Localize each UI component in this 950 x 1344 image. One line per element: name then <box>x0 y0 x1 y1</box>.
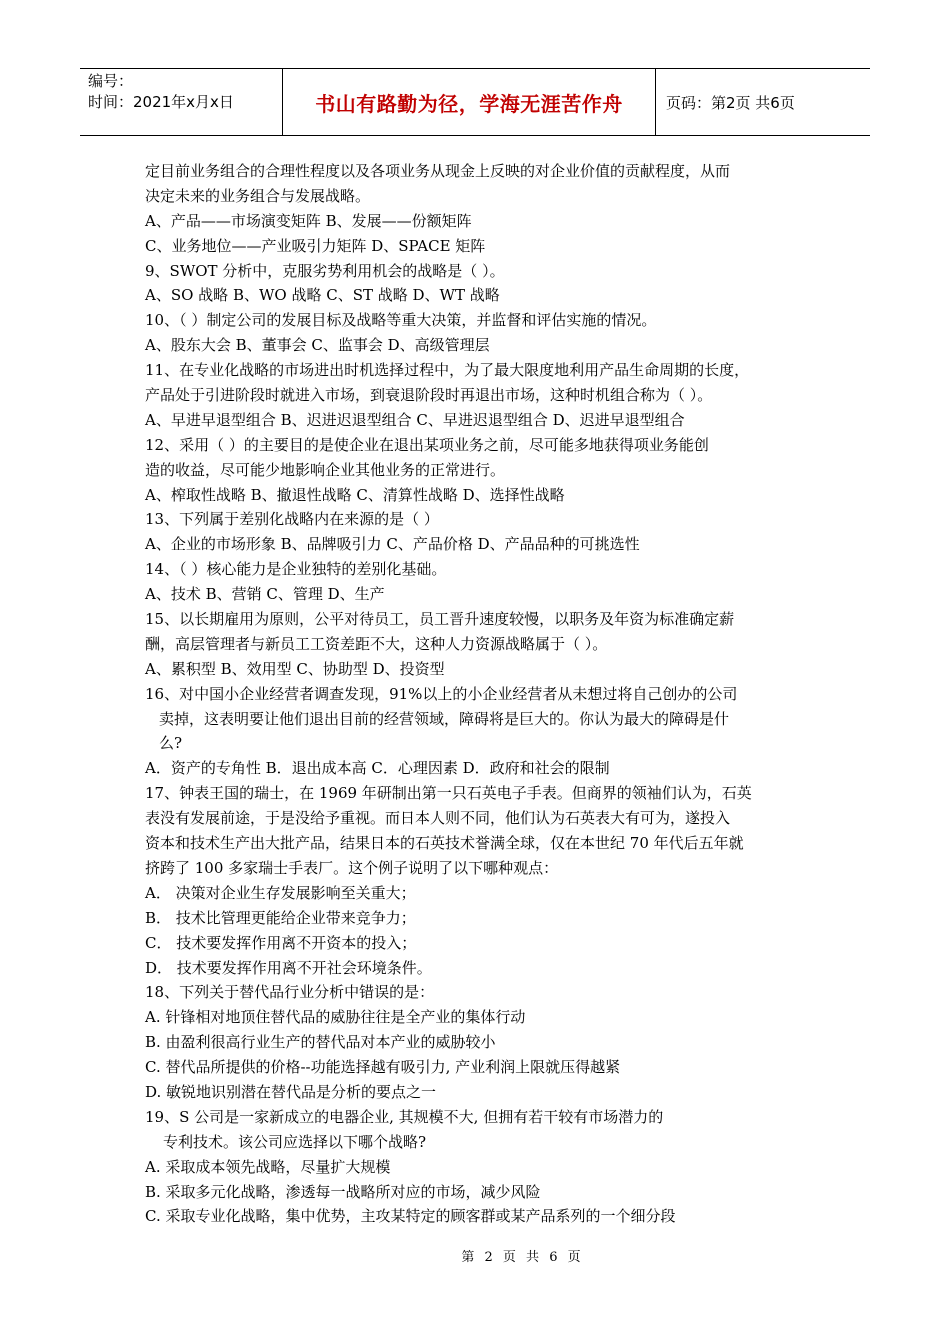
text-line: 挤跨了 100 多家瑞士手表厂。这个例子说明了以下哪种观点： <box>145 858 559 877</box>
option-line: A、产品——市场演变矩阵 B、发展——份额矩阵 <box>145 211 472 230</box>
header-page-label: 页码：第2页 共6页 <box>666 93 795 112</box>
option-line: A．资产的专角性 B．退出成本高 C．心理因素 D．政府和社会的限制 <box>145 759 610 778</box>
question-line: 9、SWOT 分析中，克服劣势利用机会的战略是（ ）。 <box>145 261 505 280</box>
option-line: A、早进早退型组合 B、迟进迟退型组合 C、早进迟退型组合 D、迟进早退型组合 <box>145 410 685 429</box>
question-line: 15、以长期雇用为原则，公平对待员工，员工晋升速度较慢，以职务及年资为标准确定薪 <box>145 610 735 629</box>
question-line: 14、（ ）核心能力是企业独特的差别化基础。 <box>145 560 447 579</box>
question-line: 16、对中国小企业经营者调查发现，91%以上的小企业经营者从未想过将自己创办的公司 <box>145 684 738 703</box>
text-line: 专利技术。该公司应选择以下哪个战略? <box>163 1132 427 1151</box>
text-line: 卖掉，这表明要让他们退出目前的经营领域，障碍将是巨大的。你认为最大的障碍是什 <box>159 709 730 728</box>
option-line: C. 替代品所提供的价格--功能选择越有吸引力, 产业利润上限就压得越紧 <box>145 1058 621 1077</box>
header-motto: 书山有路勤为径，学海无涯苦作舟 <box>283 69 656 135</box>
option-line: D． 技术要发挥作用离不开社会环境条件。 <box>145 958 432 977</box>
option-line: B. 采取多元化战略，渗透每一战略所对应的市场，减少风险 <box>145 1182 541 1201</box>
text-line: 造的收益，尽可能少地影响企业其他业务的正常进行。 <box>145 460 506 479</box>
number-label: 编号： <box>88 72 134 90</box>
page-footer <box>0 1246 950 1265</box>
text-line: 决定未来的业务组合与发展战略。 <box>145 186 371 205</box>
question-line: 12、采用（ ）的主要目的是使企业在退出某项业务之前，尽可能多地获得项业务能创 <box>145 435 709 454</box>
option-line: C、业务地位——产业吸引力矩阵 D、SPACE 矩阵 <box>145 236 486 255</box>
header-table <box>80 68 870 136</box>
option-line: B. 由盈利很高行业生产的替代品对本产业的威胁较小 <box>145 1033 496 1052</box>
text-line: 资本和技术生产出大批产品，结果日本的石英技术誉满全球，仅在本世纪 70 年代后五年就 <box>145 834 744 853</box>
question-line: 13、下列属于差别化战略内在来源的是（ ） <box>145 510 439 529</box>
option-line: B． 技术比管理更能给企业带来竞争力； <box>145 908 416 927</box>
option-line: A. 针锋相对地顶住替代品的威胁往往是全产业的集体行动 <box>145 1008 526 1027</box>
question-line: 11、在专业化战略的市场进出时机选择过程中，为了最大限度地利用产品生命周期的长度， <box>145 361 750 380</box>
option-line: C. 采取专业化战略，集中优势，主攻某特定的顾客群或某产品系列的一个细分段 <box>145 1207 676 1226</box>
option-line: A、企业的市场形象 B、品牌吸引力 C、产品价格 D、产品品种的可挑选性 <box>145 535 640 554</box>
question-line: 19、S 公司是一家新成立的电器企业, 其规模不大, 但拥有若干较有市场潜力的 <box>145 1107 664 1126</box>
text-line: 酬，高层管理者与新员工工资差距不大，这种人力资源战略属于（ ）。 <box>145 634 608 653</box>
footer-page-number: 第 2 页 共 6 页 <box>461 1250 584 1265</box>
time-label: 时间：2021年x月x日 <box>88 93 234 111</box>
question-line: 10、（ ）制定公司的发展目标及战略等重大决策，并监督和评估实施的情况。 <box>145 311 657 330</box>
option-line: C． 技术要发挥作用离不开资本的投入； <box>145 933 417 952</box>
header-meta <box>80 69 283 135</box>
option-line: A． 决策对企业生存发展影响至关重大； <box>145 883 416 902</box>
text-line: 表没有发展前途，于是没给予重视。而日本人则不同，他们认为石英表大有可为，遂投入 <box>145 809 731 828</box>
text-line: 定目前业务组合的合理性程度以及各项业务从现金上反映的对企业价值的贡献程度，从而 <box>145 162 731 180</box>
option-line: A、榨取性战略 B、撤退性战略 C、清算性战略 D、选择性战略 <box>145 485 565 504</box>
text-line: 么? <box>159 734 183 753</box>
question-line: 17、钟表王国的瑞士，在 1969 年研制出第一只石英电子手表。但商界的领袖们认为，石英 <box>145 784 752 803</box>
option-line: A、技术 B、营销 C、管理 D、生产 <box>145 585 385 604</box>
text-line: 产品处于引进阶段时就进入市场，到衰退阶段时再退出市场，这种时机组合称为（ ）。 <box>145 386 713 405</box>
option-line: A、SO 战略 B、WO 战略 C、ST 战略 D、WT 战略 <box>145 286 500 305</box>
option-line: A、累积型 B、效用型 C、协助型 D、投资型 <box>145 659 445 678</box>
option-line: D. 敏锐地识别潜在替代品是分析的要点之一 <box>145 1082 437 1101</box>
document-body <box>145 159 810 1229</box>
option-line: A、股东大会 B、董事会 C、监事会 D、高级管理层 <box>145 336 490 355</box>
option-line: A. 采取成本领先战略，尽量扩大规模 <box>145 1157 391 1176</box>
question-line: 18、下列关于替代品行业分析中错误的是： <box>145 983 435 1002</box>
